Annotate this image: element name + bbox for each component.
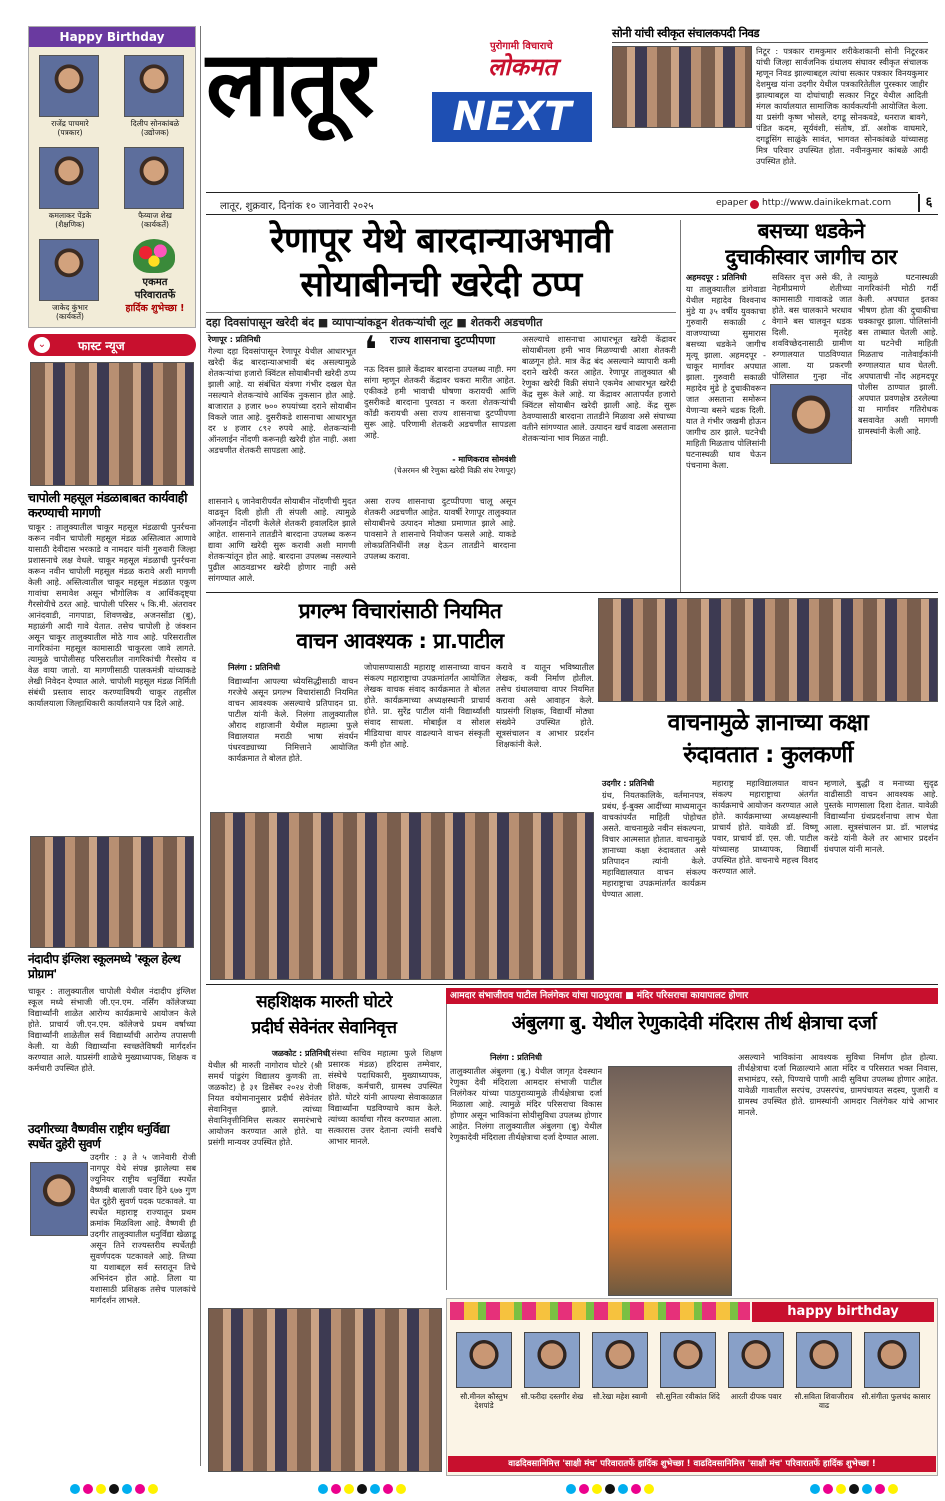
birthday-name: सौ.संगीता फुलचंद कासार [861,1392,931,1401]
section-rule [206,592,938,593]
registration-marks [810,1484,900,1494]
section-rule [206,984,938,985]
soni-headline: सोनी यांची स्वीकृत संचालकपदी निवड [612,26,928,43]
birthday-name: जाकेद कुंभार [52,303,88,312]
masthead-logo: लातूर [206,32,373,137]
birthday-photo [592,1332,648,1388]
fast-news-photo [30,362,194,486]
retire-headline-1: सहशिक्षक मारुती घोटरे [256,992,392,1012]
globe-icon [750,200,759,209]
fast-news-header [28,334,196,356]
reading-body: जोपासण्यासाठी महाराष्ट्र शासनाच्या वाचन संकल्प महाराष्ट्राचा उपक्रमांतर्गत आयोजित लेखक वाचक संवाद कार्यक्रमात ते बोलत होते. कार्यक्रमाच्या अध्यक्षस्थानी प्राचार्य होते. प्रा. सुरेंद्र पाटील यांनी विद्यार्थ्यांशी संवाद साधला. मोबाईल व सोशल मीडियाचा वापर वाढल्याने वाचन संस्कृती कमी होत आहे. [364,662,490,749]
happy-birthday-title: happy birthday [752,1302,934,1322]
temple-banner: आमदार संभाजीराव पाटील निलंगेकर यांचा पाठपुरावा ■ मंदिर परिसराचा कायापालट होणार [446,988,938,1004]
retire-headline-2: प्रदीर्घ सेवेनंतर सेवानिवृत्त [251,1018,397,1038]
chevron-down-icon: ⌄ [34,337,50,353]
quote-box [364,328,516,492]
birthday-title: Happy Birthday [29,27,195,47]
birthday-photo [796,1332,852,1388]
birthday-name: सौ.फरीदा दस्तगीर शेख [520,1392,584,1401]
birthday-name: आरती दीपक पवार [730,1392,782,1401]
birthday-role: (पत्रकार) [57,128,83,137]
birthday-name: कमलाकर पेंडके [48,211,92,220]
masthead-next: NEXT [432,92,592,142]
lead-body: शासनाने ६ जानेवारीपर्यंत सोयाबीन नोंदणीची मुदत वाढवून दिली होती ती संपली आहे. त्यामुळे ऑनलाईन नोंदणी केलेले शेतकरी हवालदिल झाले आहेत. शासनाने तातडीने बारदाना उपलब्ध करून द्यावा आणि खरेदी सुरू करावी अशी मागणी शेतकऱ्यांतून होत आहे. बारदाना उपलब्ध नसल्याने पुढील आठवडाभर खरेदी होणार नाही असे सांगण्यात आले. [208,496,356,583]
flower-garland-icon [450,1302,750,1320]
birthday-role: (शैक्षणिक) [55,220,85,229]
knowledge-headline-2: रुंदावतात : कुलकर्णी [683,742,853,768]
epaper-link[interactable]: http://www.dainikekmat.com [762,198,892,208]
dateline: लातूर, शुक्रवार, दिनांक १० जानेवारी २०२५ [220,201,374,212]
soni-body: निटूर : पत्रकार रामकुमार शरीकेशकानी सोनी निटूरकर यांची जिल्हा सार्वजनिक ग्रंथालय संघावर स्वीकृत संचालक म्हणून निवड झाल्याबद्दल त्यांचा सत्कार पत्रकार विनयकुमार देशमुख यांना उदगीर येथील पत्रकारितेतील पुरस्कार जाहीर झाल्याबद्दल या दोघांचाही सत्कार निटूर येथील आदिती मंगल कार्यालयात सामाजिक कार्यकर्त्यांनी आयोजित केला. या प्रसंगी कृष्ण भोसले, दगडू सोनकवडे, धनराज बावगे, पंडित कदम, सूर्यवंशी, संतोष, डॉ. अशोक वाघमारे, दगडूसिंग साळुंके सावंत, भागवत सोनकांबळे यांच्यासह मित्र परिवार उपस्थित होता. नवीनकुमार कांबळे आदी उपस्थित होते. [756,46,928,166]
lead-byline: रेणापूर : प्रतिनिधी [208,335,261,344]
bus-body: त्यामुळे घटनास्थळी नागरिकांनी मोठी गर्दी केली. अपघात इतका भीषण होता की दुचाकीचा चक्काचूर झाला. पोलिसांनी बस ताब्यात घेतली आहे. या घटनेची माहिती मिळताच नातेवाईकांनी रुग्णालयात धाव घेतली. अपघाताची नोंद अहमदपूर पोलीस ठाण्यात झाली. अपघात प्रवणक्षेत्र ठरलेल्या या मार्गावर गतिरोधक बसवावेत अशी मागणी ग्रामस्थांनी केली आहे. [858,272,938,436]
lead-body: असल्याचे शासनाचा आधारभूत खरेदी केंद्रावर सोयाबीनला हमी भाव मिळण्याची आशा शेतकरी बाळगून होते. मात्र केंद्र बंद असल्याने व्यापारी कमी दराने खरेदी करत आहेत. रेणापूर तालुक्यात श्री रेणुका खरेदी विक्री संघाने एकमेव आधारभूत खरेदी केंद्र सुरू केले आहे. या केंद्रावर आतापर्यंत हजारो क्विंटल सोयाबीन खरेदी झाली आहे. केंद्र सुरू ठेवण्यासाठी बारदाना तातडीने मिळावा असे संघाच्या वतीने सांगण्यात आले. उत्पादन खर्च वाढला असताना शेतकऱ्यांना भाव मिळत नाही. [522,334,676,443]
reading-byline: निलंगा : प्रतिनिधी [228,663,280,672]
fast-news-body: चाकूर : तालुक्यातील चापोली येथील नंदादीप इंग्लिश स्कूल मध्ये संभाजी जी.एन.एम. नर्सिंग कॉलेजच्या विद्यार्थ्यांनी शाळेत आरोग्य कार्यक्रमाचे आयोजन केले होते. प्राचार्य जी.एन.एम. कॉलेजचे प्रथम वर्षाच्या विद्यार्थ्यांनी शाळेतील सर्व विद्यार्थ्यांची आरोग्य तपासणी केली. या वेळी विद्यार्थ्यांना स्वच्छतेविषयी मार्गदर्शन करण्यात आले. याप्रसंगी शाळेचे मुख्याध्यापक, शिक्षक व कर्मचारी उपस्थित होते. [28,986,196,1073]
temple-body: तालुक्यातील अंबुलगा (बु.) येथील जागृत देवस्थान रेणुका देवी मंदिराला आमदार संभाजी पाटील निलंगेकर यांच्या पाठपुराव्यामुळे तीर्थक्षेत्राचा दर्जा मिळाला आहे. त्यामुळे मंदिर परिसराचा विकास होणार असून भाविकांना सोयीसुविधा उपलब्ध होणार आहेत. निलंगा तालुक्यातील अंबुलगा (बु) येथील रेणुकादेवी मंदिराला तीर्थक्षेत्राचा दर्जा देण्यात आला. [450,1066,602,1142]
reading-body: विद्यार्थ्यांना आपल्या ध्येयसिद्धीसाठी वाचन गरजेचे असून प्रगल्भ विचारांसाठी नियमित वाचन आवश्यक असल्याचे प्रतिपादन प्रा. पाटील यांनी केले. निलंगा तालुक्यातील औराद शहाजानी येथील महात्मा फुले विद्यालयात मराठी भाषा संवर्धन पंधरवड्याच्या निमित्ताने आयोजित कार्यक्रमात ते बोलत होते. [228,676,358,763]
page-number: ६ [918,194,938,212]
fast-news-photo [30,836,194,948]
birthday-name: सौ.सुनिता रवीकांत शिंदे [656,1392,720,1401]
birthday-photo [39,55,99,117]
reading-photo [210,812,594,980]
accident-victim-photo [770,384,852,464]
dateline-rule [206,214,938,215]
bus-headline-1: बसच्या धडकेने [757,219,865,243]
masthead-brand: लोकमत [488,53,557,81]
birthday-role: (कार्यकर्ते) [141,220,169,229]
fast-news-headline: नंदादीप इंग्लिश स्कूलमध्ये 'स्कूल हेल्थ प्रोग्राम' [28,952,181,981]
bus-body: या तालुक्यातील डांगेवाडा येथील महादेव विश्वनाथ मुंडे या ३५ वर्षीय युवकाचा गुरुवारी सकाळी ८ वाजण्याच्या सुमारास बसच्या धडकेने जागीच मृत्यू झाला. अहमदपूर - चाकूर मार्गावर अपघात झाला. गुरुवारी सकाळी महादेव मुंडे हे दुचाकीवरून जात असताना समोरून येणाऱ्या बसने धडक दिली. यात ते गंभीर जखमी होऊन जागीच ठार झाले. घटनेची माहिती मिळताच पोलिसांनी घटनास्थळी धाव घेऊन पंचनामा केला. [686,284,766,470]
birthday-greeting: हार्दिक शुभेच्छा ! [125,303,185,314]
flower-bouquet-icon [133,239,175,273]
birthday-name: दिलीप सोनकांबळे [130,119,180,128]
birthday-name: सौ.सविता शिवाजीराव वाढ [794,1392,854,1410]
knowledge-body: म्हणाले, बुद्धी व मनाच्या सुदृढ वाढीसाठी वाचन आवश्यक आहे. पुस्तके माणसाला दिशा देतात. यावेळी विद्यार्थ्यांना ग्रंथप्रदर्शनाचा लाभ घेता आला. सूत्रसंचालन प्रा. डॉ. भालचंद्र करंडे यांनी केले तर आभार प्रदर्शन ग्रंथपाल यांनी मानले. [824,778,938,854]
birthday-name: फैय्याज शेख [138,211,172,220]
retire-byline: जळकोट : प्रतिनिधी [272,1049,330,1058]
birthday-greeting: परिवारातर्फे [134,290,176,301]
birthday-footer: वाढदिवसानिमित्त 'साक्षी मंच' परिवारातर्फे हार्दिक शुभेच्छा ! वाढदिवसानिमित्त 'साक्षी मंच' परिवारातर्फे हार्दिक शुभेच्छा ! [448,1456,936,1472]
birthday-role: (कार्यकर्ते) [56,312,84,321]
fast-news-body: चाकूर : तालुक्यातील चाकूर महसूल मंडळाची पुनर्रचना करून नवीन चापोली महसूल मंडळ अस्तित्वात आणावे यासाठी देवीदास भरकाडे व नामदार यांनी गुरुवारी जिल्हा प्रशासनाचे लक्ष वेधले. चाकूर महसूल मंडळाची पुनर्रचना करून नवीन चापोली महसूल मंडळ करावे अशी मागणी केली आहे. अस्तित्वातील चाकूर महसूल मंडळात एकूण गावांचा समावेश असून भौगोलिक व आर्थिकदृष्ट्या गैरसोयीचे ठरत आहे. चापोली परिसर ५ कि.मी. अंतरावर आनंदवाडी, नागपाडा, शिवणखेड, अजनसोंडा (बु), महाळंगी आदी गावे येतात. तसेच चापोली हे जंक्शन असून चाकूर तालुक्यातील मोठे गाव आहे. परिसरातील नागरिकांना महसूल कामासाठी चाकूरला जावे लागते. त्यामुळे चापोलीसह परिसरातील नागरिकांची गैरसोय व वेळ वाया जातो. या मागणीसाठी पालकमंत्री यांच्याकडे लेखी निवेदन देण्यात आले. चापोली महसूल मंडळ निर्मिती संबंधी प्रस्ताव सादर करण्याविषयी चाकूर तहसील कार्यालयाला जिल्हाधिकारी कार्यालयाने पत्र दिले आहे. [28,522,196,708]
birthday-photo [864,1332,920,1388]
bus-byline: अहमदपूर : प्रतिनिधी [686,273,747,282]
birthday-name: राजेंद्र पाचमारे [51,119,89,128]
retire-body: येथील श्री मारुती नागोराव घोटरे (श्री समर्थ पांडुरंग विद्यालय कुणकी ता. जळकोट) हे ३१ डिसेंबर २०२४ रोजी नियत वयोमानानुसार प्रदीर्घ सेवेनंतर सेवानिवृत्त झाले. त्यांच्या सेवानिवृत्तीनिमित्त सत्कार समारंभाचे आयोजन करण्यात आले होते. या प्रसंगी मान्यवर उपस्थित होते. [208,1060,322,1147]
masthead-rule [206,192,918,193]
reading-body: करावे व यातून भविष्यातील लेखक, कवी निर्माण होतील. तसेच ग्रंथालयाचा वापर नियमित करावा असे आवाहन केले. याप्रसंगी शिक्षक, विद्यार्थी मोठ्या संख्येने उपस्थित होते. सूत्रसंचालन व आभार प्रदर्शन शिक्षकांनी केले. [496,662,594,749]
registration-marks [70,1484,160,1494]
retire-body: (संस्था सचिव महात्मा फुले शिक्षण प्रसारक मंडळ) हरिदास तम्मेवार, संस्थेचे पदाधिकारी, मुख्याध्यापक, शिक्षक, कर्मचारी, ग्रामस्थ उपस्थित होते. घोटरे यांनी आपल्या सेवाकाळात विद्यार्थ्यांना घडविण्याचे काम केले. त्यांच्या कार्याचा गौरव करण्यात आला. सत्कारास उत्तर देताना त्यांनी सर्वांचे आभार मानले. [328,1048,442,1146]
knowledge-body: ग्रंथ, नियतकालिके, वर्तमानपत्र, प्रबंध, ई-बुक्स आदींच्या माध्यमातून वाचकांपर्यंत माहिती पोहोचत असते. वाचनामुळे नवीन संकल्पना, विचार आत्मसात होतात. वाचनामुळे ज्ञानाच्या कक्षा रुंदावतात असे प्रतिपादन त्यांनी केले. महाविद्यालयात वाचन संकल्प महाराष्ट्राचा उपक्रमांतर्गत कार्यक्रम घेण्यात आला. [602,790,706,899]
birthday-name: सौ.मीनल कौस्तुभ देशपांडे [460,1392,508,1410]
bus-headline-2: दुचाकीस्वार जागीच ठार [725,245,897,269]
birthday-box [28,26,196,328]
birthday-photo [524,1332,580,1388]
bus-body: सविस्तर वृत्त असे की, ते नेहमीप्रमाणे शेतीच्या कामासाठी गावाकडे जात होते. बस चालकाने भरधाव वेगाने बस चालवून धडक दिली. मृतदेह शवविच्छेदनासाठी ग्रामीण रुग्णालयात पाठविण्यात आला. या प्रकरणी पोलिसात गुन्हा नोंद [772,272,852,381]
reading-headline-1: प्रगल्भ विचारांसाठी नियमित [298,599,502,623]
quote-author: - माणिकराव सोमवंशी [452,455,516,464]
masthead-tagline: पुरोगामी विचाराचे [490,41,553,52]
quote-body: नऊ दिवस झाले केंद्रावर बारदाना उपलब्ध नाही. मग सांगा म्हणून शेतकरी केंद्रावर चकरा मारीत आहेत. एकीकडे हमी भावाची घोषणा करायची आणि दुसरीकडे बारदाना पुरवठा न करता शेतकऱ्यांची कोंडी करायची असा राज्य शासनाचा दुटप्पीपणा सुरू आहे. परिणामी शेतकरी अडचणीत सापडला आहे. [364,364,516,440]
temple-body: असल्याने भाविकांना आवश्यक सुविधा निर्माण होत होत्या. तीर्थक्षेत्राचा दर्जा मिळाल्याने आता मंदिर व परिसरात भक्त निवास, सभामंडप, रस्ते, पिण्याचे पाणी आदी सुविधा उपलब्ध होणार आहेत. यावेळी गावातील सरपंच, उपसरपंच, ग्रामपंचायत सदस्य, पुजारी व ग्रामस्थ उपस्थित होते. ग्रामस्थांनी आमदार निलंगेकर यांचे आभार मानले. [738,1052,938,1117]
lead-body: असा राज्य शासनाचा दुटप्पीपणा चालू असून शेतकरी अडचणीत आहेत. यावर्षी रेणापूर तालुक्यात सोयाबीनचे उत्पादन मोठ्या प्रमाणात झाले आहे. पावसाने ते शासनाचे नियोजन फसले आहे. याकडे लोकप्रतिनिधींनी लक्ष देऊन तातडीने बारदाना उपलब्ध करावा. [364,496,516,561]
lead-subhead: दहा दिवसांपासून खरेदी बंद ■ व्यापाऱ्यांकडून शेतकऱ्यांची लूट ■ शेतकरी अडचणीत [206,312,676,333]
lead-body: गेल्या दहा दिवसांपासून रेणापूर येथील आधारभूत खरेदी केंद्र बारदान्याअभावी बंद असल्यामुळे शेतकऱ्यांचा हजारो क्विंटल सोयाबीनची खरेदी ठप्प झाली आहे. या संबंधित यंत्रणा गंभीर दखल घेत नसल्याने शेतकऱ्यांचे आर्थिक नुकसान होत आहे. बाजारात ३ हजार ७०० रुपयांच्या दराने सोयाबीन विकले जात आहे. दुसरीकडे शासनाचा आधारभूत दर ४ हजार ८९२ रुपये आहे. शेतकऱ्यांनी ऑनलाईन नोंदणी करूनही खरेदी होत नाही. अशा अडचणीत शेतकरी सापडला आहे. [208,346,356,455]
temple-byline: निलंगा : प्रतिनिधी [490,1053,542,1062]
fast-news-title: फास्ट न्यूज [78,338,125,353]
knowledge-body: महाराष्ट्र महाविद्यालयात वाचन संकल्प महाराष्ट्राचा अंतर्गत कार्यक्रमाचे आयोजन करण्यात आले होते. कार्यक्रमाच्या अध्यक्षस्थानी प्राचार्य होते. यावेळी डॉ. विष्णू पवार, प्राचार्य डॉ. एस. जी. पाटील यांच्यासह प्राध्यापक, विद्यार्थी उपस्थित होते. वाचनाचे महत्त्व विशद करण्यात आले. [712,778,818,876]
temple-photo [608,1066,732,1296]
athlete-photo [30,1162,88,1236]
epaper-label: epaper [716,198,748,208]
retire-photo [208,1308,442,1472]
registration-marks [566,1484,656,1494]
birthday-photo [39,147,99,209]
fast-news-body-cont [28,1246,196,1466]
column-rule [200,26,201,1466]
birthday-photo [39,239,99,301]
birthday-photo [456,1332,512,1388]
quote-title: राज्य शासनाचा दुटप्पीपणा [390,334,496,347]
birthday-photo [124,55,184,117]
column-rule [680,220,681,592]
column-rule [446,990,447,1290]
reading-headline-2: वाचन आवश्यक : प्रा.पाटील [296,629,504,653]
knowledge-byline: उदगीर : प्रतिनिधी [602,779,654,788]
quote-author-role: (चेअरमन श्री रेणुका खरेदी विक्री संघ रेणापूर) [393,466,516,475]
birthday-greeting: एकमत [142,277,168,288]
birthday-name: सौ.रेखा महेश स्वामी [592,1392,648,1401]
birthday-photo [124,147,184,209]
fast-news-headline: उदगीरच्या वैष्णवीस राष्ट्रीय धनुर्विद्या स्पर्धेत दुहेरी सुवर्ण [28,1122,170,1151]
fast-news-headline: चापोली महसूल मंडळाबाबत कार्यवाही करण्याची मागणी [28,490,188,520]
lead-headline-2: सोयाबीनची खरेदी ठप्प [300,265,582,305]
birthday-photo [728,1332,784,1388]
fast-news-body: उदगीर : ३ ते ५ जानेवारी रोजी नागपूर येथे संपन्न झालेल्या सब ज्युनियर राष्ट्रीय धनुर्विद्या स्पर्धेत वैष्णवी बालाजी पवार हिने ६७७ गुण घेत दुहेरी सुवर्ण पदक पटकावले. या स्पर्धेत महाराष्ट्र राज्यातून प्रथम क्रमांक मिळविला आहे. वैष्णवी ही उदगीर तालुक्यातील धनुर्विद्या खेळाडू असून तिने राज्यस्तरीय स्पर्धेतही सुवर्णपदक पटकावले आहे. तिच्या या यशाबद्दल सर्व स्तरातून तिचे अभिनंदन होत आहे. तिला या यशासाठी प्रशिक्षक तसेच पालकांचे मार्गदर्शन लाभले. [90,1152,196,1305]
birthday-photo [660,1332,716,1388]
temple-headline: अंबुलगा बु. येथील रेणुकादेवी मंदिरास तीर्थ क्षेत्राचा दर्जा [511,1012,877,1034]
quote-icon: ❛ [364,328,378,372]
registration-marks [318,1484,408,1494]
lead-headline-1: रेणापूर येथे बारदान्याअभावी [270,221,612,261]
reading-photo [598,598,938,702]
birthday-role: (उद्योजक) [141,128,169,137]
knowledge-headline-1: वाचनामुळे ज्ञानाच्या कक्षा [667,710,869,736]
